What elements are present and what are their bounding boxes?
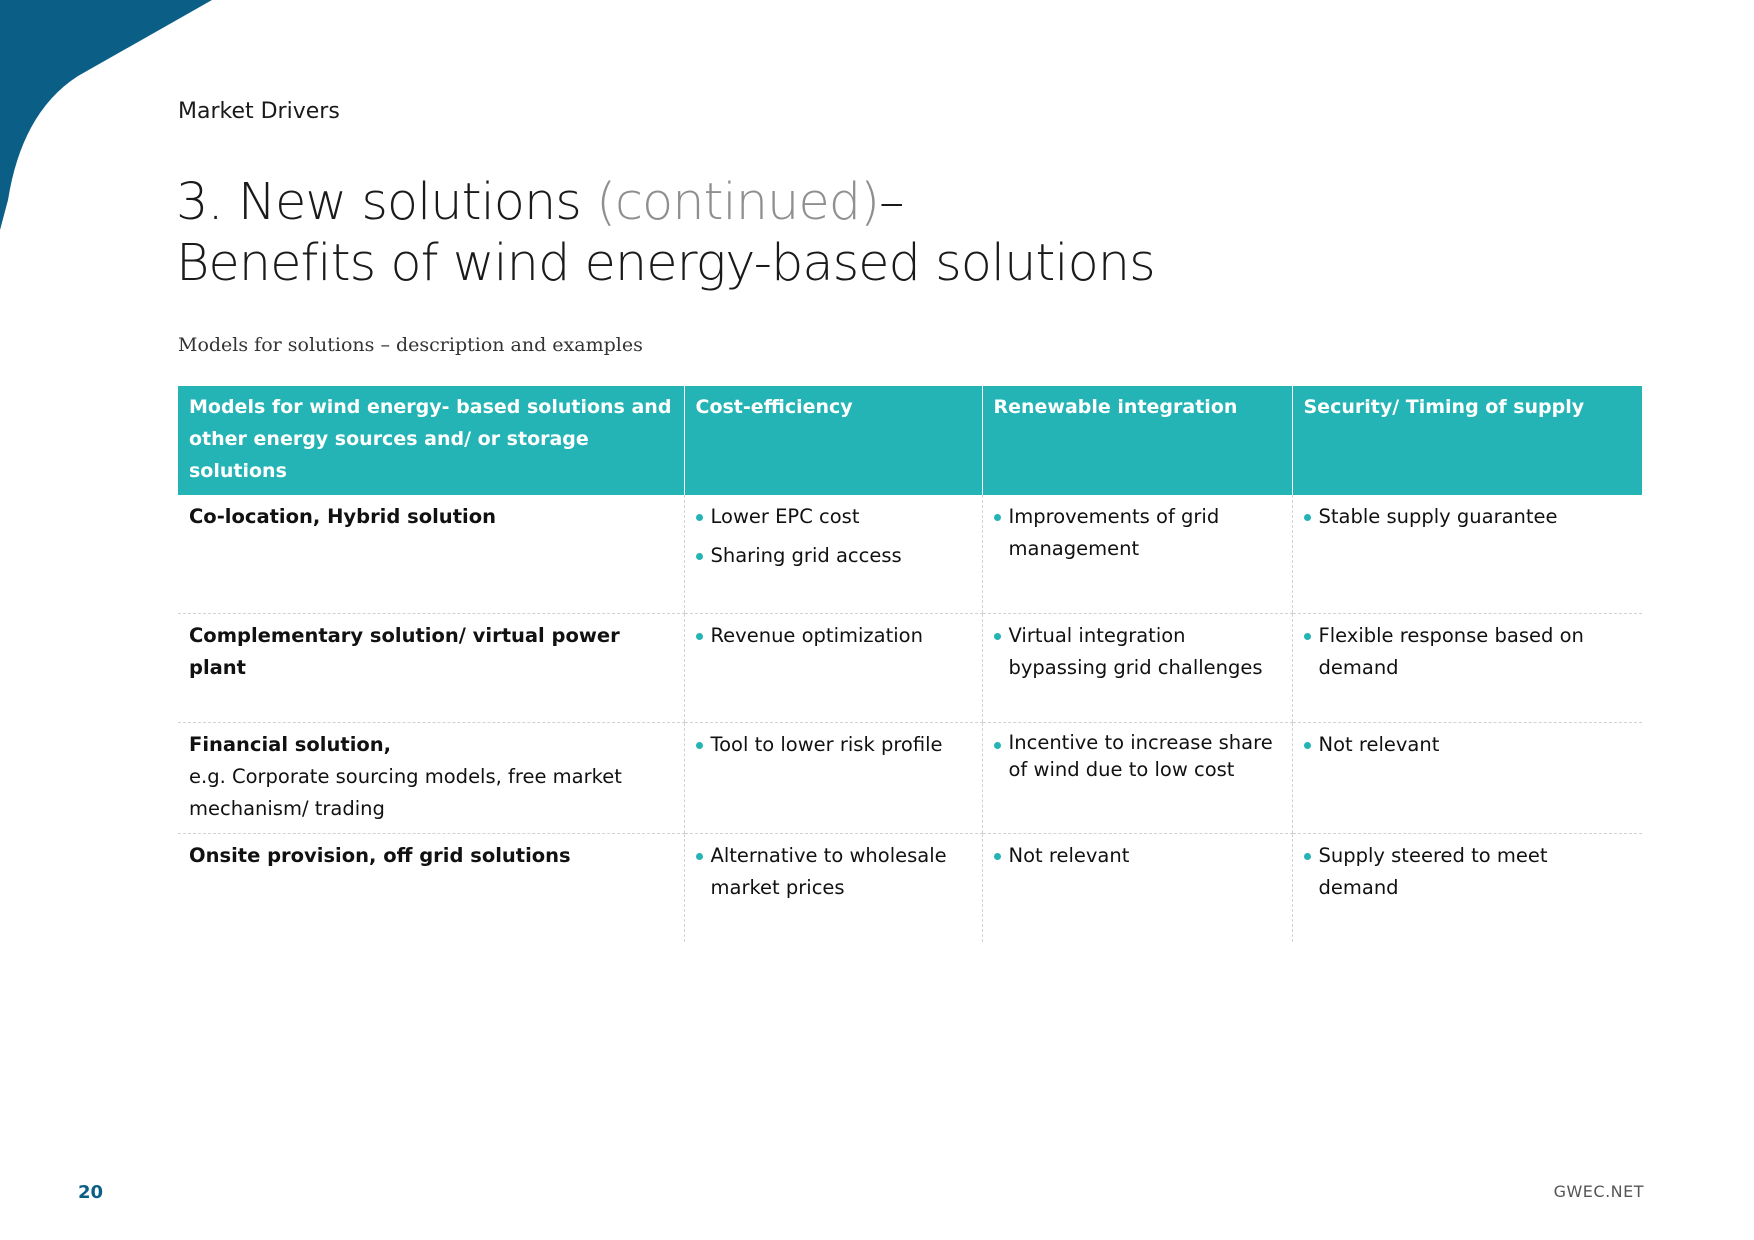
renewable-cell [982, 723, 1292, 834]
bullet-item: Supply steered to meet demand [1304, 840, 1632, 904]
title-continued: (continued) [596, 173, 879, 232]
model-cell [178, 614, 684, 723]
model-name: Financial solution, [189, 733, 392, 756]
model-name: Co-location, Hybrid solution [189, 505, 496, 528]
page-number: 20 [78, 1182, 104, 1203]
bullet-item: Lower EPC cost [696, 501, 971, 533]
table-caption: Models for solutions – description and examples [178, 334, 643, 356]
security-cell [1292, 614, 1642, 723]
model-description: e.g. Corporate sourcing models, free market mechanism/ trading [189, 765, 622, 820]
title-line2: Benefits of wind energy-based solutions [176, 234, 1155, 293]
title-dash: – [879, 173, 904, 232]
model-cell [178, 495, 684, 614]
table-header-row [178, 386, 1642, 495]
model-cell [178, 723, 684, 834]
table-row [178, 495, 1642, 614]
header-models: Models for wind energy- based solutions and other energy sources and/ or storage solutions [178, 386, 684, 495]
section-label: Market Drivers [178, 99, 340, 124]
security-cell [1292, 495, 1642, 614]
renewable-cell [982, 834, 1292, 943]
header-renewable-integration: Renewable integration [982, 386, 1292, 495]
table-row [178, 834, 1642, 943]
cost-cell [684, 834, 982, 943]
cost-cell [684, 614, 982, 723]
bullet-item: Improvements of grid management [994, 501, 1281, 565]
bullet-item: Alternative to wholesale market prices [696, 840, 971, 904]
bullet-item: Virtual integration bypassing grid challenges [994, 620, 1281, 684]
security-cell [1292, 723, 1642, 834]
bullet-item: Not relevant [994, 840, 1281, 872]
page-title [176, 172, 1155, 294]
bullet-item: Stable supply guarantee [1304, 501, 1632, 533]
renewable-cell [982, 495, 1292, 614]
model-name: Complementary solution/ virtual power plant [189, 624, 620, 679]
table-row [178, 614, 1642, 723]
bullet-item: Incentive to increase share of wind due to low cost [994, 729, 1281, 783]
bullet-item: Sharing grid access [696, 540, 971, 572]
security-cell [1292, 834, 1642, 943]
header-security-timing: Security/ Timing of supply [1292, 386, 1642, 495]
cost-cell [684, 723, 982, 834]
site-url: GWEC.NET [1553, 1182, 1644, 1201]
model-name: Onsite provision, off grid solutions [189, 844, 571, 867]
table-row [178, 723, 1642, 834]
bullet-item: Not relevant [1304, 729, 1632, 761]
bullet-item: Tool to lower risk profile [696, 729, 971, 761]
cost-cell [684, 495, 982, 614]
bullet-item: Flexible response based on demand [1304, 620, 1632, 684]
model-cell [178, 834, 684, 943]
bullet-item: Revenue optimization [696, 620, 971, 652]
header-cost-efficiency: Cost-efficiency [684, 386, 982, 495]
models-table [178, 386, 1642, 942]
renewable-cell [982, 614, 1292, 723]
title-main: 3. New solutions [176, 173, 597, 232]
